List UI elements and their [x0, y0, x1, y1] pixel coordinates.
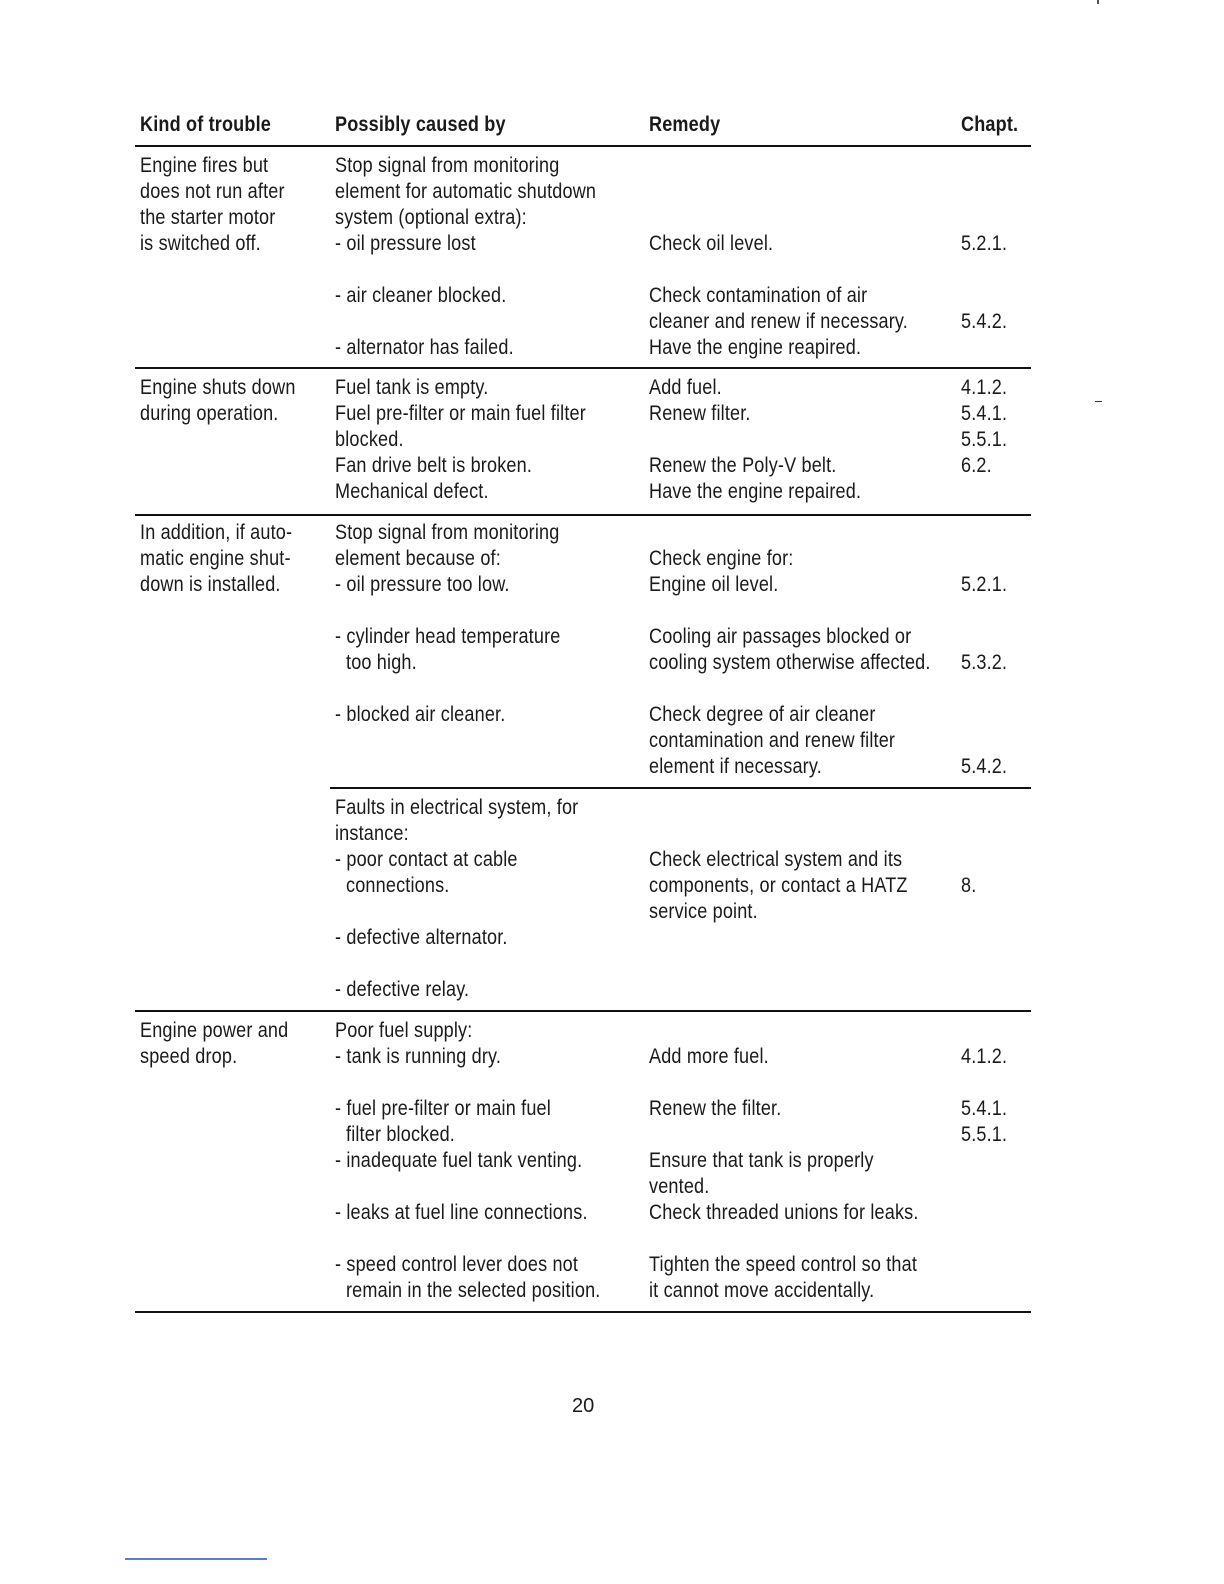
- remedy-text: vented.: [649, 1175, 710, 1198]
- remedy-text: Cooling air passages blocked or: [649, 625, 912, 648]
- cause-text: blocked.: [335, 428, 404, 451]
- trouble-text: In addition, if auto-: [140, 521, 293, 544]
- remedy-text: components, or contact a HATZ: [649, 874, 908, 897]
- header-possibly-caused-by: Possibly caused by: [335, 113, 506, 136]
- remedy-text: Have the engine reapired.: [649, 336, 862, 359]
- table-bottom-rule: [135, 1311, 1031, 1313]
- chapter-ref: 5.4.1.: [961, 402, 1008, 425]
- remedy-text: Check contamination of air: [649, 284, 868, 307]
- header-kind-of-trouble: Kind of trouble: [140, 113, 271, 136]
- cause-text: - defective alternator.: [335, 926, 508, 949]
- cause-text: Fan drive belt is broken.: [335, 454, 533, 477]
- cause-text: Faults in electrical system, for: [335, 796, 579, 819]
- footer-underline: [125, 1558, 267, 1560]
- cause-text: element because of:: [335, 547, 501, 570]
- cause-text: - blocked air cleaner.: [335, 703, 506, 726]
- page-number: 20: [572, 1395, 595, 1417]
- scan-mark: [1097, 0, 1099, 4]
- remedy-text: cooling system otherwise affected.: [649, 651, 931, 674]
- remedy-text: element if necessary.: [649, 755, 822, 778]
- chapter-ref: 5.5.1.: [961, 428, 1008, 451]
- cause-text: - tank is running dry.: [335, 1045, 502, 1068]
- chapter-ref: 4.1.2.: [961, 376, 1008, 399]
- cause-text: connections.: [346, 874, 450, 897]
- remedy-text: Check electrical system and its: [649, 848, 903, 871]
- cause-text: - speed control lever does not: [335, 1253, 579, 1276]
- trouble-text: Engine fires but: [140, 154, 269, 177]
- row-divider-partial: [330, 787, 1031, 789]
- cause-text: instance:: [335, 822, 409, 845]
- remedy-text: cleaner and renew if necessary.: [649, 310, 908, 333]
- remedy-text: Check oil level.: [649, 232, 774, 255]
- cause-text: Mechanical defect.: [335, 480, 489, 503]
- cause-text: Fuel pre-filter or main fuel filter: [335, 402, 586, 425]
- cause-text: Stop signal from monitoring: [335, 154, 560, 177]
- remedy-text: it cannot move accidentally.: [649, 1279, 875, 1302]
- cause-text: remain in the selected position.: [346, 1279, 601, 1302]
- cause-text: Poor fuel supply:: [335, 1019, 473, 1042]
- chapter-ref: 6.2.: [961, 454, 992, 477]
- row-divider: [135, 514, 1031, 516]
- header-remedy: Remedy: [649, 113, 721, 136]
- trouble-text: down is installed.: [140, 573, 281, 596]
- chapter-ref: 5.2.1.: [961, 232, 1008, 255]
- remedy-text: contamination and renew filter: [649, 729, 896, 752]
- cause-text: - cylinder head temperature: [335, 625, 561, 648]
- chapter-ref: 4.1.2.: [961, 1045, 1008, 1068]
- remedy-text: Tighten the speed control so that: [649, 1253, 918, 1276]
- chapter-ref: 8.: [961, 874, 977, 897]
- cause-text: - leaks at fuel line connections.: [335, 1201, 588, 1224]
- cause-text: - fuel pre-filter or main fuel: [335, 1097, 551, 1120]
- trouble-text: Engine power and: [140, 1019, 289, 1042]
- remedy-text: service point.: [649, 900, 758, 923]
- remedy-text: Check engine for:: [649, 547, 794, 570]
- trouble-text: during operation.: [140, 402, 279, 425]
- remedy-text: Check threaded unions for leaks.: [649, 1201, 919, 1224]
- cause-text: too high.: [346, 651, 417, 674]
- trouble-text: the starter motor: [140, 206, 276, 229]
- trouble-text: speed drop.: [140, 1045, 238, 1068]
- remedy-text: Renew the filter.: [649, 1097, 782, 1120]
- chapter-ref: 5.5.1.: [961, 1123, 1008, 1146]
- cause-text: - oil pressure too low.: [335, 573, 510, 596]
- remedy-text: Renew filter.: [649, 402, 751, 425]
- cause-text: Fuel tank is empty.: [335, 376, 489, 399]
- chapter-ref: 5.4.1.: [961, 1097, 1008, 1120]
- cause-text: - alternator has failed.: [335, 336, 514, 359]
- chapter-ref: 5.3.2.: [961, 651, 1008, 674]
- trouble-text: matic engine shut-: [140, 547, 291, 570]
- remedy-text: Add more fuel.: [649, 1045, 769, 1068]
- cause-text: - defective relay.: [335, 978, 470, 1001]
- chapter-ref: 5.2.1.: [961, 573, 1008, 596]
- remedy-text: Have the engine repaired.: [649, 480, 862, 503]
- trouble-text: does not run after: [140, 180, 285, 203]
- cause-text: element for automatic shutdown: [335, 180, 597, 203]
- trouble-text: is switched off.: [140, 232, 261, 255]
- remedy-text: Renew the Poly-V belt.: [649, 454, 837, 477]
- remedy-text: Add fuel.: [649, 376, 722, 399]
- header-rule: [135, 145, 1031, 147]
- chapter-ref: 5.4.2.: [961, 310, 1008, 333]
- remedy-text: Ensure that tank is properly: [649, 1149, 874, 1172]
- chapter-ref: 5.4.2.: [961, 755, 1008, 778]
- cause-text: - air cleaner blocked.: [335, 284, 507, 307]
- cause-text: Stop signal from monitoring: [335, 521, 560, 544]
- header-chapter: Chapt.: [961, 113, 1019, 136]
- remedy-text: Check degree of air cleaner: [649, 703, 876, 726]
- trouble-text: Engine shuts down: [140, 376, 296, 399]
- row-divider: [135, 1010, 1031, 1012]
- cause-text: - inadequate fuel tank venting.: [335, 1149, 583, 1172]
- scan-mark: [1095, 401, 1102, 402]
- cause-text: - oil pressure lost: [335, 232, 476, 255]
- cause-text: system (optional extra):: [335, 206, 527, 229]
- cause-text: filter blocked.: [346, 1123, 455, 1146]
- remedy-text: Engine oil level.: [649, 573, 779, 596]
- cause-text: - poor contact at cable: [335, 848, 518, 871]
- row-divider: [135, 367, 1031, 369]
